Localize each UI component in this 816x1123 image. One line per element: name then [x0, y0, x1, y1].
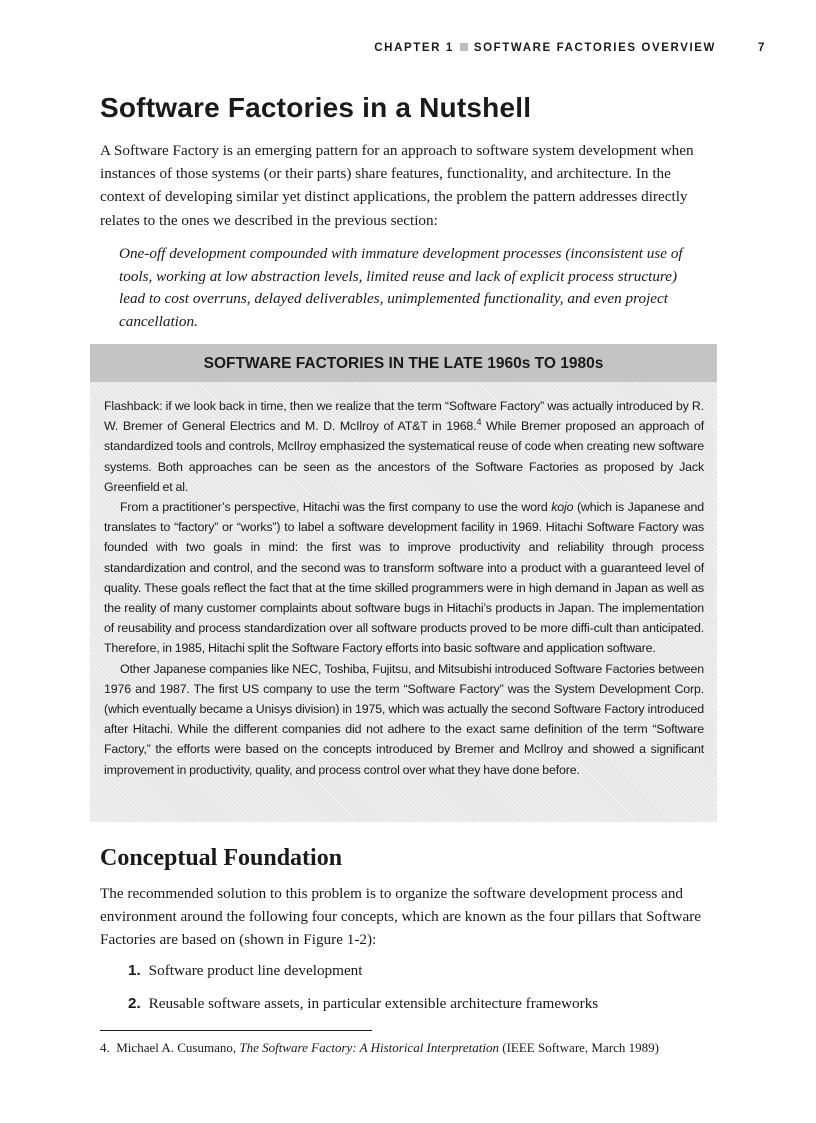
footnote-divider	[100, 1030, 372, 1031]
chapter-label: CHAPTER 1	[374, 42, 454, 54]
running-header	[100, 42, 766, 54]
sidebar-p1-text-cont: While Bremer proposed an approach of standardized tools and controls, McIlroy emphasized the systematical reuse of code when creating new software systems. Both approaches can be seen as the ancestors of the Software Factories as proposed by Jack Greenfield et al.	[104, 419, 704, 494]
footnote-title: The Software Factory: A Historical Interpretation	[239, 1040, 500, 1055]
list-item	[128, 995, 598, 1013]
problem-statement: One-off development compounded with immature development processes (inconsistent use of tools, working at low abstraction levels, limited reuse and lack of explicit process structure) lead to cost overruns, delayed deliverables, unimplemented functionality, and even project cancellation.	[119, 245, 683, 330]
sidebar-paragraph-3: Other Japanese companies like NEC, Toshiba, Fujitsu, and Mitsubishi introduced Software Factories between 1976 and 1987. The first US company to use the term “Software Factory” was the System Development Corp. (which eventually became a Unisys division) in 1975, which was actually the second Software Factory introduced after Hitachi. While the different companies did not adhere to the exact same definition of the term “Software Factory,” the efforts were based on the concepts introduced by Bremer and McIlroy and showed a significant improvement in productivity, quality, and process control over what they have done before.	[104, 661, 704, 777]
section-label: SOFTWARE FACTORIES OVERVIEW	[473, 42, 716, 54]
list-item	[128, 962, 363, 980]
history-sidebar	[90, 344, 717, 822]
list-item-number: 1.	[128, 962, 141, 979]
section-title: Software Factories in a Nutshell	[100, 92, 532, 123]
footnote-number: 4.	[100, 1040, 110, 1055]
list-item-text: Reusable software assets, in particular extensible architecture frameworks	[148, 995, 599, 1012]
sidebar-body	[104, 396, 704, 780]
footnote-author: Michael A. Cusumano,	[116, 1040, 237, 1055]
sidebar-p1-text: Flashback: if we look back in time, then we realize that the term “Software Factory” was actually introduced by R. W. Bremer of General Electrics and M. D. McIlroy of AT&T in 1968.	[104, 399, 704, 434]
sidebar-paragraph-1	[104, 396, 704, 497]
list-item-number: 2.	[128, 995, 141, 1012]
conceptual-paragraph: The recommended solution to this problem is to organize the software development process and environment around the following four concepts, which are known as the four pillars that Software Factories are based on (shown in Figure 1-2):	[100, 885, 702, 949]
kojo-term: kojo	[551, 500, 574, 515]
conceptual-foundation-title: Conceptual Foundation	[100, 845, 343, 871]
sidebar-p2-text: From a practitioner’s perspective, Hitachi was the first company to use the word	[120, 500, 552, 515]
sidebar-title: SOFTWARE FACTORIES IN THE LATE 1960s TO 1980s	[90, 344, 717, 382]
square-bullet-icon	[460, 43, 468, 51]
sidebar-p2-text-cont: (which is Japanese and translates to “factory” or “works”) to label a software development facility in 1969. Hitachi Software Factory was founded with two goals in mind: the first was to improve productivity and reliability through process standardization and control, and the second was to transform software into a product with a guaranteed level of quality. These goals reflect the fact that at the time skilled programmers were in high demand in Japan as well as the reality of many customer complaints about software bugs in Hitachi’s products in Japan. The implementation of reusability and process standardization over all software products proved to be more diffi-cult than anticipated. Therefore, in 1985, Hitachi split the Software Factory efforts into basic software and application software.	[104, 500, 705, 656]
footnote-reference[interactable]: 4	[476, 417, 482, 428]
intro-paragraph: A Software Factory is an emerging pattern for an approach to software system development when instances of those systems (or their parts) share features, functionality, and architecture. In the context of developing similar yet distinct applications, the problem the pattern addresses directly relates to the ones we described in the previous section:	[100, 142, 694, 229]
footnote-source: (IEEE Software, March 1989)	[502, 1040, 659, 1055]
page-number: 7	[758, 42, 766, 54]
sidebar-paragraph-2	[104, 497, 704, 659]
list-item-text: Software product line development	[148, 962, 363, 979]
footnote	[100, 1040, 716, 1056]
